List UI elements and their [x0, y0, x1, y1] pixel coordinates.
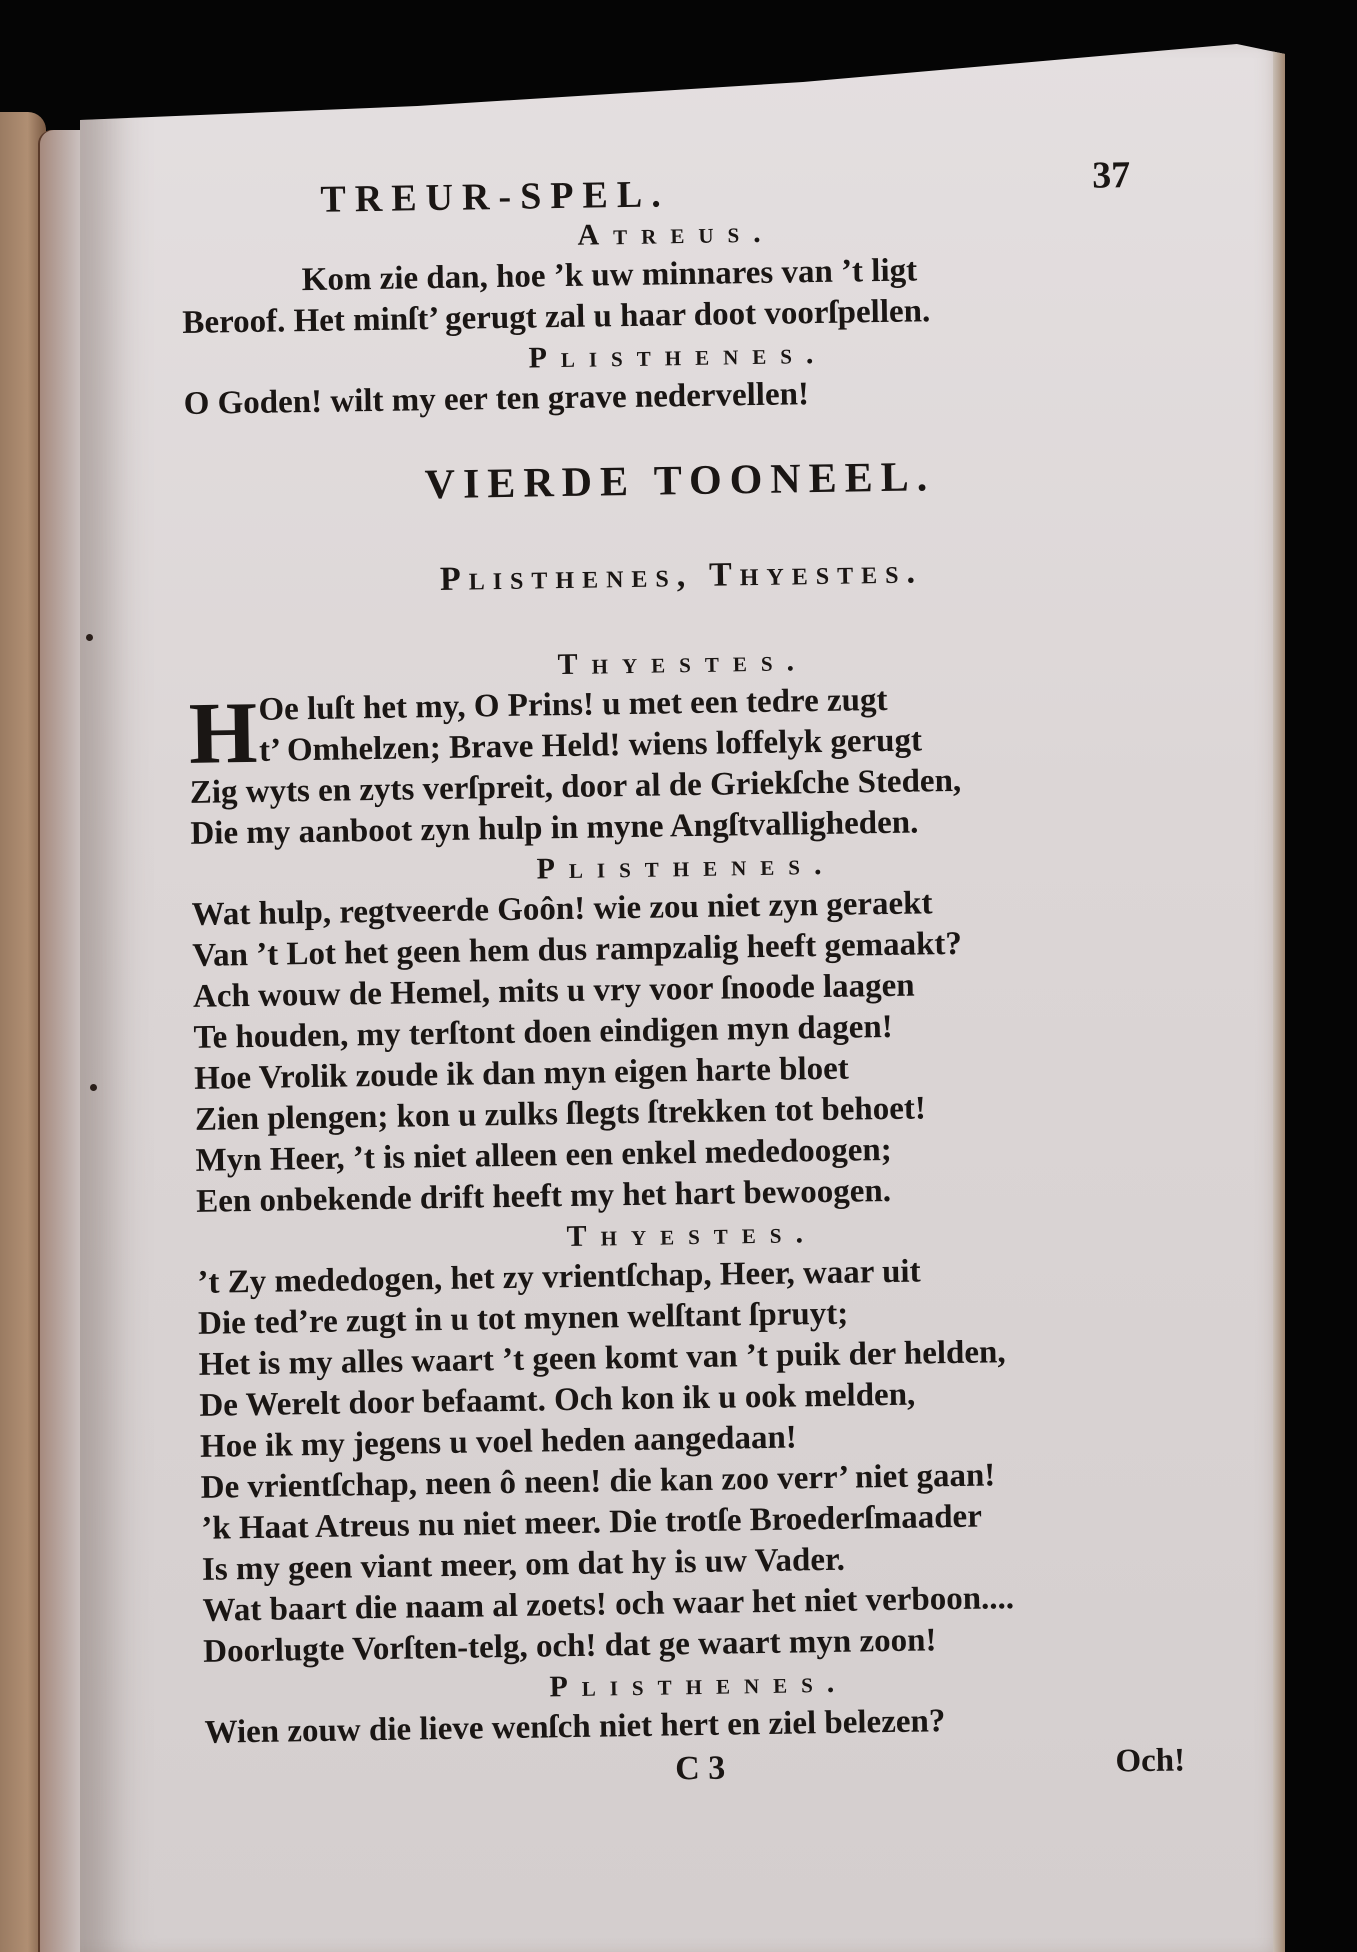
speaker-heading: Thyestes.	[557, 644, 809, 682]
verse-line: Het is my alles waart ’t geen komt van ’t puik der helden,	[198, 1334, 1006, 1383]
verse-line: Van ’t Lot het geen hem dus rampzalig heeft gemaakt?	[192, 925, 963, 974]
verse-line: Ach wouw de Hemel, mits u vry voor ſnoode laagen	[192, 967, 915, 1015]
verse-line: Is my geen viant meer, om dat hy is uw Vader.	[201, 1541, 846, 1588]
verse-line: Hoe Vrolik zoude ik dan myn eigen harte bloet	[193, 1050, 850, 1097]
verse-line: Wat baart die naam al zoets! och waar het niet verboon....	[202, 1580, 1015, 1629]
verse-line: Kom zie dan, hoe ’k uw minnares van ’t ligt	[301, 252, 918, 299]
verse-line: Zig wyts en zyts verſpreit, door al de Griekſche Steden,	[189, 762, 962, 811]
paper-blemish	[90, 1084, 97, 1091]
catchword: Och!	[1115, 1742, 1186, 1780]
opening-stanza	[188, 675, 1179, 783]
verse-line: Hoe ik my jegens u voel heden aangedaan!	[199, 1419, 798, 1465]
verse-line: De Werelt door befaamt. Och kon ik u ook melden,	[199, 1376, 916, 1424]
verse-line: ’t Zy mededogen, het zy vrientſchap, Heer, waar uit	[197, 1253, 921, 1301]
scene-characters: Plisthenes, Thyestes.	[439, 553, 924, 598]
verse-line: Die my aanboot zyn hulp in myne Angſtvalligheden.	[190, 804, 919, 852]
signature-mark: C 3	[674, 1749, 726, 1788]
speaker-heading: Atreus.	[577, 215, 775, 252]
verse-line: De vrientſchap, neen ô neen! die kan zoo verr’ niet gaan!	[200, 1457, 996, 1506]
verse-line: Te houden, my terſtont doen eindigen myn dagen!	[193, 1008, 894, 1056]
verse-line: Wien zouw die lieve wenſch niet hert en ziel belezen?	[204, 1703, 946, 1751]
verse-line: O Goden! wilt my eer ten grave nedervellen!	[183, 376, 810, 422]
verse-line: Zien plengen; kon u zulks ſlegts ſtrekken tot behoet!	[194, 1090, 927, 1138]
verse-line: Wat hulp, regtveerde Goôn! wie zou niet zyn geraekt	[191, 885, 933, 933]
speaker-heading: Plisthenes.	[528, 336, 828, 375]
speaker-heading: Thyestes.	[566, 1216, 818, 1254]
page-text	[180, 154, 1196, 1807]
page-number: 37	[1091, 154, 1131, 197]
verse-line: Beroof. Het minſt’ gerugt zal u haar doot voorſpellen.	[182, 293, 931, 341]
verse-line: Die ted’re zugt in u tot mynen welſtant ſpruyt;	[197, 1295, 849, 1342]
verse-line: Een onbekende drift heeft my het hart bewoogen.	[195, 1172, 892, 1220]
verse-line: Myn Heer, ’t is niet alleen een enkel mededoogen;	[195, 1131, 893, 1179]
verse-line: Doorlugte Vorſten-telg, och! dat ge waart myn zoon!	[202, 1622, 937, 1670]
speaker-heading: Plisthenes.	[549, 1665, 849, 1704]
paper-blemish	[86, 634, 93, 641]
running-title: TREUR-SPEL.	[320, 173, 670, 221]
verse-line: t’ Omhelzen; Brave Held! wiens loffelyk gerugt	[258, 722, 923, 769]
verse-line: ’k Haat Atreus nu niet meer. Die trotſe Broederſmaader	[201, 1498, 983, 1547]
verse-line: Oe luſt het my, O Prins! u met een tedre zugt	[258, 681, 888, 728]
scene-title: VIERDE TOONEEL.	[424, 454, 936, 509]
speaker-heading: Plisthenes.	[536, 847, 836, 886]
drop-cap: H	[188, 684, 259, 783]
